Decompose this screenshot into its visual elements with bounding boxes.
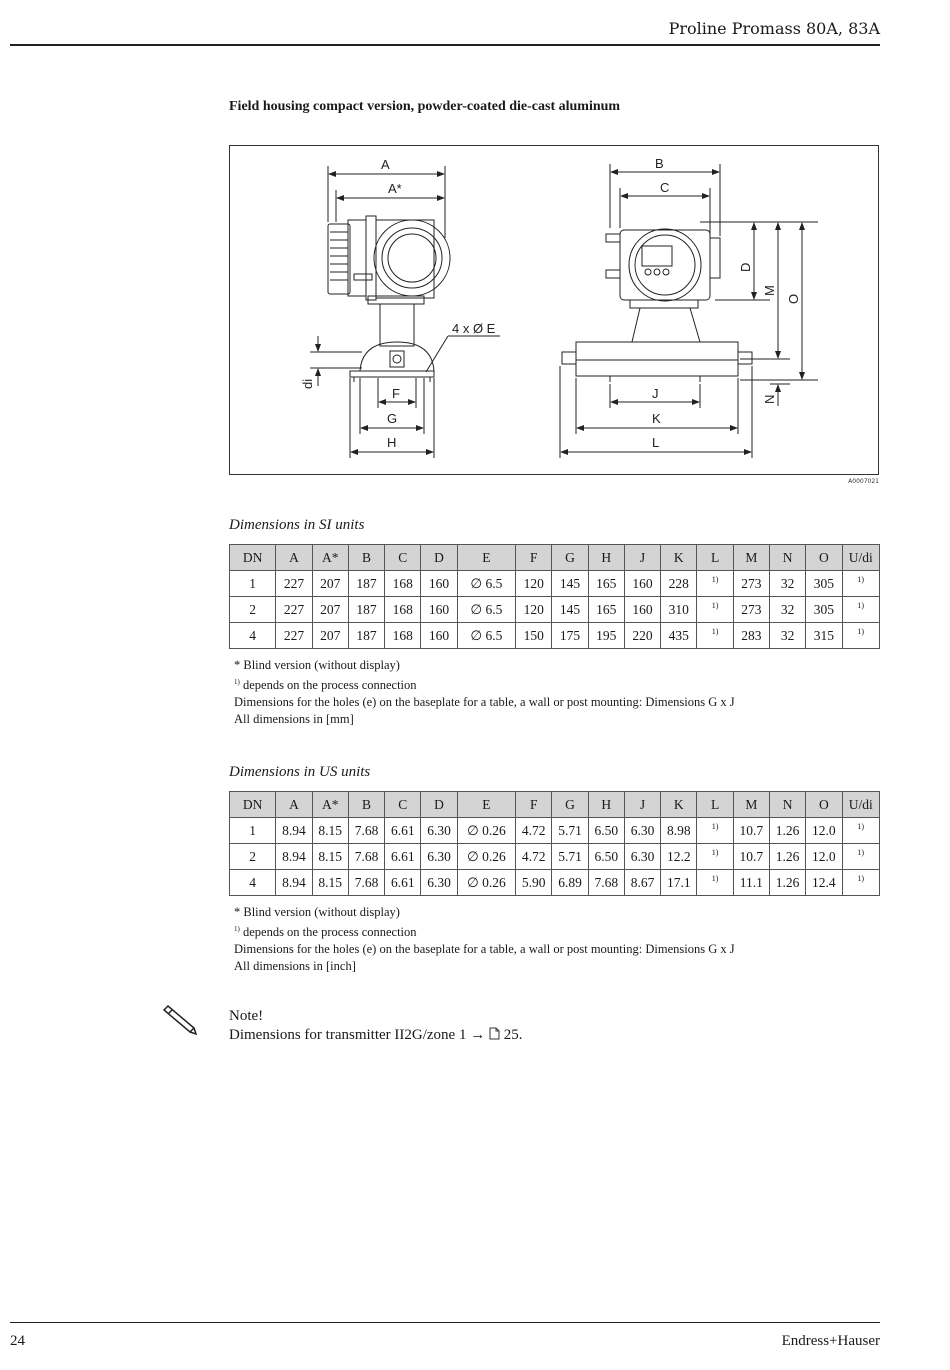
table-cell: 220: [624, 623, 660, 649]
column-header: M: [733, 792, 769, 818]
column-header: L: [697, 792, 733, 818]
table-cell: 11.1: [733, 870, 769, 896]
table-cell: 32: [769, 597, 805, 623]
table-cell: 5.90: [516, 870, 552, 896]
table-cell: 7.68: [348, 818, 384, 844]
table-cell: 227: [276, 571, 312, 597]
column-header: U/di: [842, 792, 880, 818]
column-header: G: [552, 792, 588, 818]
table-header-row: [230, 545, 880, 571]
column-header: H: [588, 545, 624, 571]
table-row: [230, 623, 880, 649]
column-header: U/di: [842, 545, 880, 571]
table-cell: 1: [230, 571, 276, 597]
table-cell: 6.50: [588, 818, 624, 844]
table-cell: 6.30: [624, 818, 660, 844]
table-cell: 160: [421, 623, 457, 649]
table-cell: [842, 870, 880, 896]
table-cell: [697, 844, 733, 870]
table-row: [230, 844, 880, 870]
table-cell: [697, 870, 733, 896]
column-header: F: [516, 545, 552, 571]
table-cell: ∅ 0.26: [457, 844, 515, 870]
column-header: N: [769, 545, 805, 571]
table-body: [230, 571, 880, 649]
figure-id: A0007021: [848, 478, 879, 485]
footnote-mark: 1): [857, 575, 865, 584]
arrow-icon: →: [470, 1027, 486, 1043]
note-blind-version: * Blind version (without display): [234, 905, 400, 919]
table-row: [230, 818, 880, 844]
table-cell: 160: [421, 571, 457, 597]
table-cell: 5.71: [552, 844, 588, 870]
table-cell: 1: [230, 818, 276, 844]
table-cell: 6.61: [385, 818, 421, 844]
label-H: H: [387, 435, 397, 450]
label-A-star: A*: [388, 181, 402, 196]
table-cell: 207: [312, 597, 348, 623]
note-text: [229, 1026, 522, 1045]
note-holes: Dimensions for the holes (e) on the baseplate for a table, a wall or post mounting: Dimensions G x J: [234, 942, 735, 957]
table-cell: 227: [276, 597, 312, 623]
note-block: [229, 1007, 522, 1045]
column-header: J: [624, 545, 660, 571]
table-cell: 305: [806, 571, 842, 597]
company-name: Endress+Hauser: [781, 1333, 880, 1349]
note-holes: Dimensions for the holes (e) on the baseplate for a table, a wall or post mounting: Dimensions G x J: [234, 695, 735, 710]
column-header: M: [733, 545, 769, 571]
label-K: K: [652, 411, 661, 426]
table-cell: 195: [588, 623, 624, 649]
note-footnote: [234, 674, 735, 694]
table-cell: [842, 597, 880, 623]
label-di: di: [300, 378, 315, 389]
column-header: DN: [230, 792, 276, 818]
table-cell: 6.89: [552, 870, 588, 896]
table-cell: 4: [230, 623, 276, 649]
table-cell: ∅ 0.26: [457, 870, 515, 896]
table-cell: 145: [552, 597, 588, 623]
footnote-mark: 1): [857, 601, 865, 610]
table-cell: 1.26: [769, 870, 805, 896]
table-cell: 160: [624, 571, 660, 597]
table-cell: 6.30: [624, 844, 660, 870]
pencil-icon: [160, 1004, 200, 1040]
table-cell: 175: [552, 623, 588, 649]
table-cell: 8.15: [312, 818, 348, 844]
table-cell: 228: [661, 571, 697, 597]
footnote-mark: 1): [234, 678, 240, 686]
us-table-notes: [234, 904, 735, 975]
table-cell: 8.98: [661, 818, 697, 844]
column-header: C: [385, 545, 421, 571]
column-header: K: [661, 545, 697, 571]
document-header-title: Proline Promass 80A, 83A: [668, 19, 880, 38]
table-cell: 6.30: [421, 818, 457, 844]
label-F: F: [392, 386, 400, 401]
footnote-mark: 1): [857, 874, 865, 883]
table-cell: 273: [733, 597, 769, 623]
column-header: C: [385, 792, 421, 818]
table-cell: 315: [806, 623, 842, 649]
column-header: A*: [312, 792, 348, 818]
table-cell: 6.30: [421, 870, 457, 896]
si-table-notes: [234, 657, 735, 728]
note-units: All dimensions in [inch]: [234, 959, 356, 974]
page-reference[interactable]: 25.: [503, 1027, 523, 1043]
column-header: A*: [312, 545, 348, 571]
footnote-mark: 1): [711, 601, 719, 610]
table-cell: 8.94: [276, 870, 312, 896]
table-cell: 2: [230, 844, 276, 870]
table-cell: 8.67: [624, 870, 660, 896]
table-cell: 4: [230, 870, 276, 896]
footnote-mark: 1): [711, 822, 719, 831]
column-header: N: [769, 792, 805, 818]
table-cell: 7.68: [588, 870, 624, 896]
table-cell: 1.26: [769, 818, 805, 844]
note-text-prefix: Dimensions for transmitter II2G/zone 1: [229, 1027, 467, 1043]
section-title: Field housing compact version, powder-coated die-cast aluminum: [229, 99, 621, 114]
table-cell: 8.94: [276, 844, 312, 870]
label-N: N: [762, 394, 777, 404]
table-cell: 8.15: [312, 870, 348, 896]
note-footnote: [234, 921, 735, 941]
table-cell: ∅ 6.5: [457, 623, 515, 649]
table-cell: 4.72: [516, 844, 552, 870]
column-header: L: [697, 545, 733, 571]
dimension-drawing: [229, 145, 879, 475]
table-cell: 4.72: [516, 818, 552, 844]
table-cell: ∅ 0.26: [457, 818, 515, 844]
table-cell: 10.7: [733, 844, 769, 870]
label-J: J: [652, 386, 659, 401]
label-B: B: [655, 156, 664, 171]
table-cell: 168: [385, 623, 421, 649]
column-header: K: [661, 792, 697, 818]
table-cell: 283: [733, 623, 769, 649]
table-cell: 145: [552, 571, 588, 597]
table-cell: 305: [806, 597, 842, 623]
label-C: C: [660, 180, 670, 195]
us-table-caption: Dimensions in US units: [229, 764, 371, 780]
table-cell: 12.0: [806, 818, 842, 844]
footnote-mark: 1): [857, 627, 865, 636]
table-cell: 2: [230, 597, 276, 623]
footnote-text: depends on the process connection: [242, 925, 417, 940]
table-cell: 207: [312, 571, 348, 597]
table-cell: [842, 818, 880, 844]
table-cell: 6.30: [421, 844, 457, 870]
column-header: F: [516, 792, 552, 818]
table-cell: 160: [624, 597, 660, 623]
table-cell: 120: [516, 597, 552, 623]
label-L: L: [652, 435, 660, 450]
us-dimensions-table: [229, 791, 880, 896]
column-header: A: [276, 792, 312, 818]
footnote-mark: 1): [711, 575, 719, 584]
table-cell: 17.1: [661, 870, 697, 896]
column-header: G: [552, 545, 588, 571]
note-units: All dimensions in [mm]: [234, 712, 354, 727]
table-cell: 10.7: [733, 818, 769, 844]
table-body: [230, 818, 880, 896]
label-D: D: [738, 262, 753, 272]
table-cell: 6.61: [385, 870, 421, 896]
column-header: H: [588, 792, 624, 818]
page-number: 24: [10, 1333, 25, 1349]
header-rule: [10, 44, 880, 46]
table-row: [230, 870, 880, 896]
column-header: E: [457, 792, 515, 818]
note-title: Note!: [229, 1008, 264, 1024]
footnote-mark: 1): [711, 627, 719, 636]
table-cell: 32: [769, 623, 805, 649]
table-cell: 168: [385, 597, 421, 623]
footnote-mark: 1): [857, 848, 865, 857]
table-cell: [842, 844, 880, 870]
table-cell: [697, 818, 733, 844]
table-header-row: [230, 792, 880, 818]
label-A: A: [381, 157, 390, 172]
label-O: O: [786, 293, 801, 304]
table-cell: [842, 571, 880, 597]
page-icon: [489, 1027, 504, 1043]
table-cell: 207: [312, 623, 348, 649]
column-header: B: [348, 545, 384, 571]
label-M: M: [762, 285, 777, 296]
table-cell: 165: [588, 571, 624, 597]
footnote-mark: 1): [234, 925, 240, 933]
footnote-mark: 1): [711, 874, 719, 883]
column-header: O: [806, 792, 842, 818]
table-cell: 7.68: [348, 844, 384, 870]
column-header: A: [276, 545, 312, 571]
table-cell: 12.4: [806, 870, 842, 896]
footnote-mark: 1): [711, 848, 719, 857]
dimension-drawing-svg: [230, 146, 880, 476]
table-cell: 160: [421, 597, 457, 623]
table-cell: 120: [516, 571, 552, 597]
note-blind-version: * Blind version (without display): [234, 658, 400, 672]
column-header: DN: [230, 545, 276, 571]
table-cell: 273: [733, 571, 769, 597]
table-cell: 6.50: [588, 844, 624, 870]
si-table-caption: Dimensions in SI units: [229, 517, 365, 533]
column-header: J: [624, 792, 660, 818]
table-cell: 1.26: [769, 844, 805, 870]
table-cell: 165: [588, 597, 624, 623]
table-cell: 435: [661, 623, 697, 649]
table-row: [230, 571, 880, 597]
table-cell: 150: [516, 623, 552, 649]
table-cell: 7.68: [348, 870, 384, 896]
table-cell: ∅ 6.5: [457, 597, 515, 623]
table-cell: 310: [661, 597, 697, 623]
column-header: B: [348, 792, 384, 818]
table-cell: 12.0: [806, 844, 842, 870]
table-cell: 168: [385, 571, 421, 597]
table-cell: 32: [769, 571, 805, 597]
table-cell: 6.61: [385, 844, 421, 870]
table-cell: [842, 623, 880, 649]
table-cell: 227: [276, 623, 312, 649]
column-header: E: [457, 545, 515, 571]
footer-rule: [10, 1322, 880, 1323]
column-header: D: [421, 792, 457, 818]
table-cell: 12.2: [661, 844, 697, 870]
table-row: [230, 597, 880, 623]
table-cell: 187: [348, 571, 384, 597]
table-cell: 8.94: [276, 818, 312, 844]
table-cell: [697, 571, 733, 597]
table-cell: [697, 597, 733, 623]
footnote-mark: 1): [857, 822, 865, 831]
table-cell: 8.15: [312, 844, 348, 870]
table-cell: 187: [348, 623, 384, 649]
column-header: O: [806, 545, 842, 571]
table-cell: ∅ 6.5: [457, 571, 515, 597]
table-cell: 5.71: [552, 818, 588, 844]
label-G: G: [387, 411, 398, 426]
label-E: 4 x Ø E: [452, 321, 496, 336]
footnote-text: depends on the process connection: [242, 678, 417, 693]
table-cell: [697, 623, 733, 649]
table-cell: 187: [348, 597, 384, 623]
column-header: D: [421, 545, 457, 571]
si-dimensions-table: [229, 544, 880, 649]
